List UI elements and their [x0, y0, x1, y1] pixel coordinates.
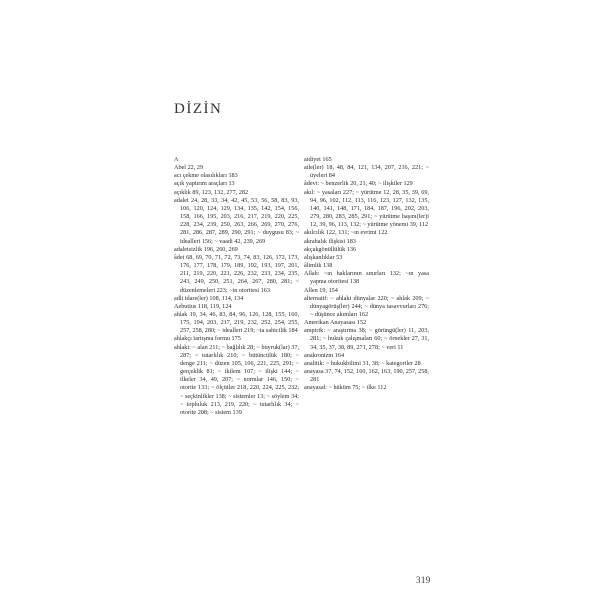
index-entry: ampirik: ~ araştırma 38; ~ görüngü(ler) 11, 203, 281; ~ hukuk çalışmaları 60; ~ örnekler 27, 31, 34, 35, 37, 38, 89, 271, 278; ~ veri 11 — [304, 327, 429, 351]
index-entry: adalet 24, 28, 33, 34, 42, 45, 53, 56, 58, 83, 93, 106, 120, 124, 129, 134, 135, 142, 154, 156, 158, 166, 195, 203, 216, 217, 219, 220, 225, 228, 234, 239, 250, 263, 266, 269, 270, 276, 281, 286, 287, 289, 290, 291; ~ duygusu 83; ~ idealleri 156; ~ vaadi 42, 239, 269 — [174, 196, 299, 245]
index-entry: A — [174, 156, 179, 163]
index-entry: Aebutius 118, 119, 124 — [174, 302, 232, 310]
index-entry: aidiyet 165 — [304, 156, 332, 163]
index-entry: ahlaki: ~ alan 211; ~ bağlılık 28; ~ buyruk(lar) 37, 287; ~ tutarlılık 210; ~ bütüncülük 180; ~ denge 211; ~ düzen 105, 106, 221, 225, 291; ~ gerçeklik 81; ~ ikilem 107; ~ ilişki 144; ~ ilkeler 34, 49, 207; ~ normlar 146, 150; ~ otorite 133; ~ ölçütler 218, 220, 224, 225, 232; ~ seçkinlikler 138; ~ sistemler 13; ~ söylem 34; ~ topluluk 213, 219, 220; ~ tutarlılık 34; ~ otorite 208; ~ sistem 139 — [174, 343, 299, 416]
index-entry: aile(ler) 18, 48, 84, 121, 134, 207, 216, 221; ~ üyeleri 84 — [304, 164, 429, 180]
index-heading: DİZİN — [174, 101, 223, 117]
index-entry: akıl: ~ yasaları 227; ~ yürütme 12, 28, 35, 39, 69, 94, 96, 102, 112, 113, 116, 123, 127, 132, 135, 140, 141, 148, 171, 184, 187, 196, 202, 203, 279, 280, 283, 285, 291; ~ yürütme başını(ler)i 12, 39, 96, 113, 132; ~ yürütme yönemi 39, 112 — [304, 188, 429, 229]
index-entry: âdevi: ~ benzerlik 20, 21, 40; ~ ilişkiler 129 — [304, 180, 413, 188]
index-entry: ahlak 19, 34, 46, 83, 84, 96, 126, 128, 155, 160, 175, 194, 203, 217, 219, 232, 252, 254, 255, 257, 258, 280; ~ idealleri 219; ~ta sahicilik 184 — [174, 310, 299, 335]
index-entry: Allah: ~ın haklarının sınırları 132; ~ın yasa yapma otoritesi 138 — [304, 270, 429, 286]
index-entry: akılcılık 122, 131; ~ın evrimi 122 — [304, 229, 388, 237]
index-entry: akrabalık ilişkisi 183 — [304, 237, 356, 245]
index-entry: Allen 19, 154 — [304, 286, 338, 294]
index-entry: adaletsizlik 196, 260, 269 — [174, 245, 238, 253]
index-column-left — [174, 156, 299, 417]
index-entry: açıklık 89, 123, 132, 277, 282 — [174, 188, 249, 196]
index-entry: alternatif: ~ ahlaki dünyalar 220; ~ ahlak 209; ~ dünyagörüş(ler) 244; ~ dünya tasavvurları 276; ~ düşünce akımları 162 — [304, 294, 429, 318]
index-entry: açık yaptırım araçları 13 — [174, 180, 235, 188]
index-entry: adli idare(ler) 108, 114, 134 — [174, 294, 244, 302]
index-entry: analitik: ~ hukukbilimi 31, 38; ~ kategoriler 28 — [304, 359, 421, 367]
page-number: 319 — [416, 575, 431, 585]
index-entry: anakronizm 164 — [304, 351, 345, 359]
index-entry: Amerikan Anayasası 152 — [304, 319, 367, 327]
index-entry: anayasal: ~ hüküm 75; ~ ilke 112 — [304, 384, 387, 392]
index-entry: acı çekme olasılıkları 183 — [174, 172, 238, 180]
index-entry: Abel 22, 29 — [174, 164, 204, 172]
index-column-right — [304, 156, 429, 393]
index-entry: anayasa 37, 74, 152, 160, 162, 163, 190, 257, 258, 281 — [304, 368, 429, 384]
index-entry: ahlakçı tartışma formu 175 — [174, 335, 241, 343]
index-entry: alışkanlıklar 53 — [304, 253, 343, 261]
index-entry: âdet 68, 69, 70, 71, 72, 73, 74, 83, 126, 172, 173, 176, 177, 178, 179, 189, 192, 193, 197, 201, 211, 219, 220, 221, 226, 232, 233, 234, 235, 243, 249, 250, 251, 264, 267, 280, 281; ~ düzenlemeleri 223; ~in otoritesi 163 — [174, 253, 299, 294]
index-entry: akçakgönüllülük 136 — [304, 245, 357, 253]
index-entry: âlimlik 138 — [304, 262, 333, 270]
